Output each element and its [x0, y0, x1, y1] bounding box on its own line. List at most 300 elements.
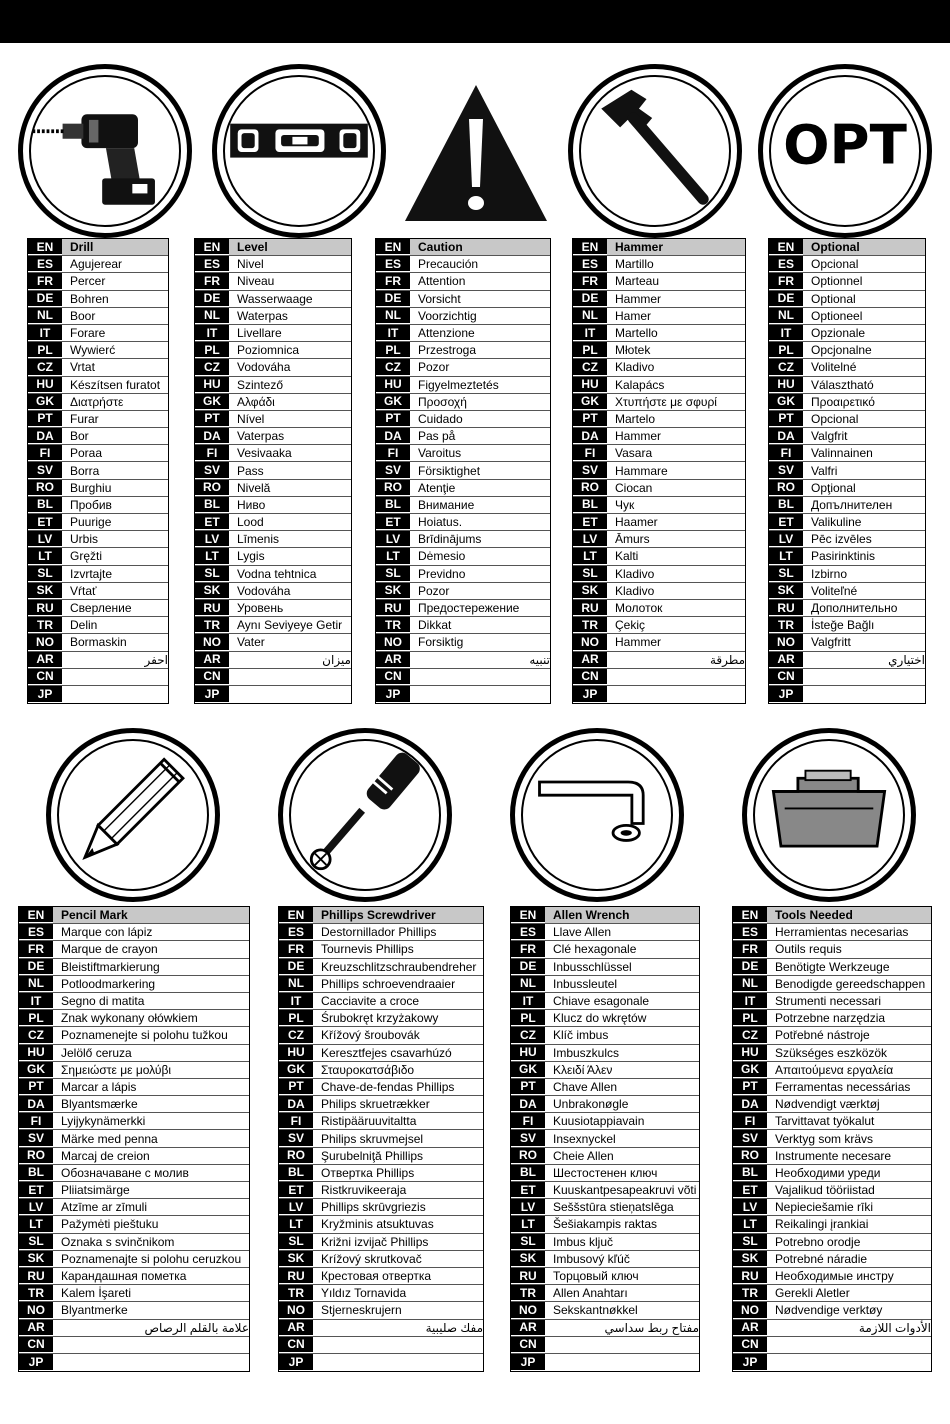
language-code: DE [28, 291, 62, 307]
translation: Vorsicht [418, 291, 461, 306]
translation: Pažymėti pieštuku [61, 1217, 159, 1232]
language-code: FR [769, 273, 803, 289]
table-row [28, 566, 168, 583]
translation: Vodováha [237, 583, 291, 598]
translation: Tarvittavat työkalut [775, 1114, 875, 1129]
table-row [19, 941, 249, 958]
translation: Figyelmeztetés [418, 377, 499, 392]
language-code: LV [19, 1199, 53, 1215]
table-row [573, 617, 745, 634]
translation: Przestroga [418, 343, 477, 358]
table-row [19, 1285, 249, 1302]
table-row [195, 342, 351, 359]
translation: Segno di matita [61, 994, 145, 1009]
language-code: LV [573, 531, 607, 547]
translation: Cacciavite a croce [321, 994, 420, 1009]
translation: Chave-de-fendas Phillips [321, 1079, 455, 1094]
translation: Pēc izvēles [811, 532, 872, 547]
table-row [279, 924, 483, 941]
table-row [279, 1113, 483, 1130]
language-code: RO [376, 480, 410, 496]
language-code: DA [195, 428, 229, 444]
language-code: TR [733, 1285, 767, 1301]
tool-name: Drill [62, 239, 168, 255]
table-row [376, 445, 550, 462]
translation [607, 686, 745, 703]
language-code: SK [195, 583, 229, 599]
translation: Valikuline [811, 515, 862, 530]
table-row [573, 480, 745, 497]
language-code: AR [769, 652, 803, 668]
translation: Burghiu [70, 480, 112, 495]
language-code: TR [769, 617, 803, 633]
translation: Σταυροκατσάβιδο [321, 1062, 415, 1077]
table-row [28, 394, 168, 411]
translation: Verktyg som krävs [775, 1131, 874, 1146]
language-code: AR [28, 652, 62, 668]
table-row [733, 1010, 931, 1027]
language-code: PL [573, 342, 607, 358]
language-code: TR [195, 617, 229, 633]
table-row [511, 1354, 699, 1371]
translation [53, 1337, 249, 1353]
language-code: JP [511, 1354, 545, 1371]
translation: Boor [70, 308, 96, 323]
language-code: SK [573, 583, 607, 599]
language-code: AR [573, 652, 607, 668]
table-row [279, 1182, 483, 1199]
translation: Внимание [418, 497, 475, 512]
table-row [769, 652, 925, 669]
language-code: SL [279, 1234, 313, 1250]
translation: Opcional [811, 411, 859, 426]
table-row [195, 617, 351, 634]
screwdriver-icon [278, 728, 452, 902]
table-row [376, 291, 550, 308]
language-code: RU [376, 600, 410, 616]
table-header-row [376, 239, 550, 256]
translation: Herramientas necesarias [775, 925, 909, 940]
language-code: PL [376, 342, 410, 358]
drill-icon [18, 64, 192, 238]
language-code: PT [573, 411, 607, 427]
tool-name: Phillips Screwdriver [313, 907, 483, 923]
translation: Klíč imbus [553, 1028, 609, 1043]
translation [767, 1337, 931, 1353]
language-code: CN [195, 669, 229, 685]
language-code: LV [28, 531, 62, 547]
translation: علامة بالقلم الرصاص [144, 1320, 249, 1335]
language-code: ET [19, 1182, 53, 1198]
translation: Σημειώστε με μολύβι [61, 1062, 172, 1077]
table-row [733, 993, 931, 1010]
language-code: DE [376, 291, 410, 307]
table-row [19, 993, 249, 1010]
language-code: HU [733, 1045, 767, 1061]
language-code: RO [19, 1148, 53, 1164]
translation: Phillips schroevendraaier [321, 976, 456, 991]
table-row [376, 394, 550, 411]
table-row [511, 924, 699, 941]
opt-icon-text: OPT [783, 112, 907, 177]
language-table-optional [768, 238, 926, 704]
table-row [733, 941, 931, 958]
table-row [279, 1027, 483, 1044]
translation: Дополнительно [811, 601, 898, 616]
translation: Vrtat [70, 360, 95, 375]
table-row [511, 1285, 699, 1302]
language-code: IT [573, 325, 607, 341]
language-code: PL [28, 342, 62, 358]
table-row [279, 976, 483, 993]
table-row [279, 1320, 483, 1337]
table-row [19, 1113, 249, 1130]
table-row [376, 359, 550, 376]
table-row [769, 411, 925, 428]
language-code: JP [28, 686, 62, 703]
table-row [19, 924, 249, 941]
table-row [28, 583, 168, 600]
table-row [573, 652, 745, 669]
translation: ميزان [322, 652, 351, 667]
language-code: NL [19, 976, 53, 992]
table-row [279, 1268, 483, 1285]
table-row [733, 1354, 931, 1371]
translation: Martello [615, 326, 658, 341]
translation: Philips skruvmejsel [321, 1131, 424, 1146]
table-row [573, 273, 745, 290]
table-row [376, 325, 550, 342]
table-row [573, 600, 745, 617]
language-code: FI [28, 445, 62, 461]
translation: Oznaka s svinčnikom [61, 1234, 175, 1249]
language-code: EN [573, 239, 607, 255]
table-row [376, 566, 550, 583]
language-code: SK [733, 1251, 767, 1267]
translation: Optioneel [811, 308, 863, 323]
language-code: PL [195, 342, 229, 358]
translation: Potloodmarkering [61, 976, 156, 991]
translation: Imbuszkulcs [553, 1045, 620, 1060]
language-code: ET [733, 1182, 767, 1198]
language-code: IT [279, 993, 313, 1009]
language-code: TR [573, 617, 607, 633]
table-row [28, 514, 168, 531]
language-code: DE [195, 291, 229, 307]
translation: Предостережение [418, 601, 520, 616]
translation: Blyantsmærke [61, 1097, 138, 1112]
language-code: AR [279, 1320, 313, 1336]
language-code: IT [376, 325, 410, 341]
translation: Ristkruvikeeraja [321, 1183, 407, 1198]
table-row [195, 548, 351, 565]
language-code: BL [573, 497, 607, 513]
language-code: DE [19, 959, 53, 975]
language-code: CZ [28, 359, 62, 375]
table-row [511, 1010, 699, 1027]
table-row [28, 445, 168, 462]
translation: Forare [70, 326, 106, 341]
language-code: JP [769, 686, 803, 703]
translation: Cuidado [418, 411, 463, 426]
table-row [511, 1079, 699, 1096]
language-code: SV [573, 462, 607, 478]
language-code: GK [573, 394, 607, 410]
translation: Χτυπήστε με σφυρί [615, 394, 717, 409]
translation: Szükséges eszközök [775, 1045, 888, 1060]
translation: احفر [144, 652, 168, 667]
translation [62, 686, 168, 703]
language-code: NL [195, 308, 229, 324]
language-code: FR [279, 941, 313, 957]
translation: Допълнителен [811, 497, 893, 512]
translation: Niveau [237, 274, 275, 289]
translation: Молоток [615, 601, 663, 616]
table-row [279, 1096, 483, 1113]
table-row [733, 1027, 931, 1044]
table-row [573, 394, 745, 411]
translation [803, 686, 925, 703]
language-code: JP [195, 686, 229, 703]
table-row [573, 566, 745, 583]
language-code: DA [279, 1096, 313, 1112]
language-code: CN [511, 1337, 545, 1353]
language-code: TR [279, 1285, 313, 1301]
translation: Nødvendigt værktøj [775, 1097, 880, 1112]
language-code: FI [19, 1113, 53, 1129]
translation: Hammer [615, 291, 662, 306]
translation: Znak wykonany ołówkiem [61, 1011, 198, 1026]
translation: Dikkat [418, 618, 452, 633]
table-row [279, 1148, 483, 1165]
language-code: DE [279, 959, 313, 975]
language-code: NL [769, 308, 803, 324]
language-code: NL [511, 976, 545, 992]
language-code: BL [733, 1165, 767, 1181]
language-code: SV [195, 462, 229, 478]
table-row [279, 1130, 483, 1147]
translation [545, 1354, 699, 1371]
language-code: SV [376, 462, 410, 478]
language-code: RO [28, 480, 62, 496]
table-row [769, 669, 925, 686]
language-code: DA [769, 428, 803, 444]
language-code: LV [769, 531, 803, 547]
translation: Сверление [70, 601, 132, 616]
translation: Opcional [811, 257, 859, 272]
table-row [195, 652, 351, 669]
language-table-pencil [18, 906, 250, 1372]
translation [62, 669, 168, 685]
translation: Pozor [418, 583, 450, 598]
table-row [769, 428, 925, 445]
translation: مطرقة [709, 652, 745, 667]
translation: Vaterpas [237, 429, 285, 444]
language-code: ES [28, 256, 62, 272]
translation: Hammer [615, 635, 662, 650]
language-code: FR [195, 273, 229, 289]
table-row [511, 1165, 699, 1182]
language-code: ET [511, 1182, 545, 1198]
language-code: GK [28, 394, 62, 410]
table-row [573, 445, 745, 462]
table-row [573, 428, 745, 445]
table-row [769, 462, 925, 479]
language-code: RU [195, 600, 229, 616]
language-code: DA [573, 428, 607, 444]
language-code: RU [28, 600, 62, 616]
translation: Instrumente necesare [775, 1148, 892, 1163]
language-code: SL [28, 566, 62, 582]
language-code: AR [511, 1320, 545, 1336]
translation: الأدوات اللازمة [858, 1320, 931, 1335]
language-code: RU [733, 1268, 767, 1284]
language-code: NL [376, 308, 410, 324]
translation: Optionnel [811, 274, 863, 289]
language-code: ES [769, 256, 803, 272]
translation: Volitelné [811, 360, 857, 375]
translation: Şurubelniţă Phillips [321, 1148, 424, 1163]
table-row [769, 359, 925, 376]
language-code: LT [279, 1216, 313, 1232]
translation: Hammer [615, 429, 662, 444]
language-code: SL [573, 566, 607, 582]
table-row [19, 1130, 249, 1147]
table-row [511, 1182, 699, 1199]
translation: Wywierć [70, 343, 116, 358]
translation: Opţional [811, 480, 856, 495]
table-row [573, 291, 745, 308]
table-row [195, 669, 351, 686]
translation: Marque con lápiz [61, 925, 153, 940]
table-row [19, 1096, 249, 1113]
translation: Stjerneskrujern [321, 1303, 402, 1318]
translation: Lood [237, 515, 264, 530]
language-code: LV [733, 1199, 767, 1215]
table-row [769, 325, 925, 342]
translation: Haamer [615, 515, 658, 530]
table-row [279, 1165, 483, 1182]
table-row [376, 342, 550, 359]
hammer-icon [568, 64, 742, 238]
table-row [376, 634, 550, 651]
table-row [19, 1251, 249, 1268]
table-row [28, 480, 168, 497]
language-code: ET [573, 514, 607, 530]
translation [410, 669, 550, 685]
table-row [573, 531, 745, 548]
language-code: FI [279, 1113, 313, 1129]
language-code: GK [769, 394, 803, 410]
language-code: ES [279, 924, 313, 940]
language-code: CN [769, 669, 803, 685]
language-table-hammer [572, 238, 746, 704]
language-code: ES [511, 924, 545, 940]
translation: Ciocan [615, 480, 653, 495]
table-row [573, 325, 745, 342]
table-row [19, 976, 249, 993]
language-code: CN [28, 669, 62, 685]
translation [229, 669, 351, 685]
translation: Precaución [418, 257, 479, 272]
table-row [279, 1285, 483, 1302]
table-row [376, 686, 550, 703]
translation: Benötigte Werkzeuge [775, 959, 890, 974]
table-header-row [279, 907, 483, 924]
translation: Nível [237, 411, 265, 426]
translation: Отвертка Phillips [321, 1165, 415, 1180]
table-row [769, 617, 925, 634]
translation: Marque de crayon [61, 942, 158, 957]
language-code: SK [19, 1251, 53, 1267]
translation: Vodováha [237, 360, 291, 375]
translation: Puurige [70, 515, 112, 530]
table-row [195, 394, 351, 411]
tool-name: Hammer [607, 239, 745, 255]
translation: Kalapács [615, 377, 665, 392]
table-row [279, 1062, 483, 1079]
language-code: NL [28, 308, 62, 324]
language-code: SL [769, 566, 803, 582]
translation: Nødvendige verktøy [775, 1303, 883, 1318]
language-code: SV [511, 1130, 545, 1146]
translation: Διατρήστε [70, 394, 124, 409]
translation: Potrzebne narzędzia [775, 1011, 886, 1026]
table-row [511, 1234, 699, 1251]
translation: Voorzichtig [418, 308, 477, 323]
table-row [376, 548, 550, 565]
table-row [573, 669, 745, 686]
translation: Valgfritt [811, 635, 851, 650]
translation: Pasirinktinis [811, 549, 876, 564]
language-code: TR [19, 1285, 53, 1301]
table-row [376, 669, 550, 686]
language-code: SV [19, 1130, 53, 1146]
language-code: RO [511, 1148, 545, 1164]
translation [229, 686, 351, 703]
table-row [376, 600, 550, 617]
language-code: NO [28, 634, 62, 650]
table-row [573, 342, 745, 359]
table-row [733, 976, 931, 993]
translation: Destornillador Phillips [321, 925, 437, 940]
table-row [376, 583, 550, 600]
language-table-caution [375, 238, 551, 704]
translation: Уровень [237, 601, 284, 616]
table-row [19, 1337, 249, 1354]
table-row [28, 256, 168, 273]
translation: Необходими уреди [775, 1165, 881, 1180]
table-row [279, 1010, 483, 1027]
language-code: LT [19, 1216, 53, 1232]
language-code: DA [376, 428, 410, 444]
translation: Hoiatus. [418, 515, 463, 530]
table-row [769, 566, 925, 583]
translation: Kladivo [615, 566, 655, 581]
language-code: CZ [376, 359, 410, 375]
allen-wrench-icon [510, 728, 684, 902]
language-code: SL [511, 1234, 545, 1250]
translation: Optional [811, 291, 856, 306]
table-row [573, 514, 745, 531]
language-code: EN [376, 239, 410, 255]
language-code: GK [195, 394, 229, 410]
translation: Försiktighet [418, 463, 481, 478]
table-row [769, 583, 925, 600]
translation: Пробив [70, 497, 112, 512]
table-row [769, 273, 925, 290]
translation: Kreuzschlitzschraubendreher [321, 959, 477, 974]
